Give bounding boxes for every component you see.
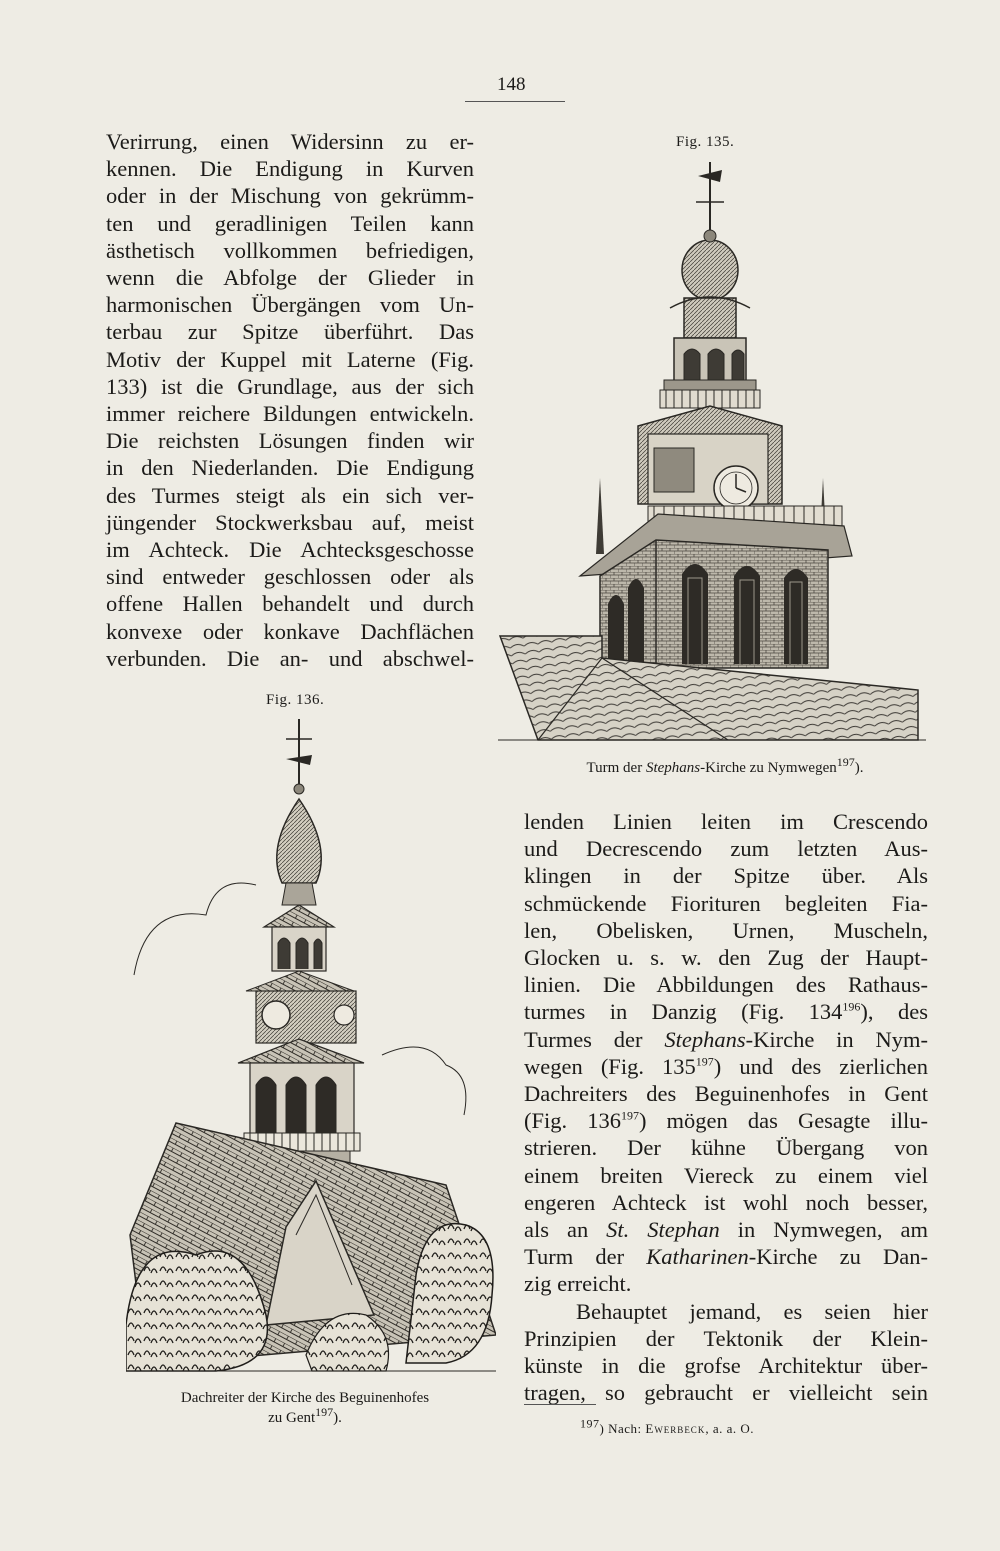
text-line: (Fig. $136^{197}$) mögen das Gesagte illu- bbox=[524, 1108, 928, 1134]
text-line: konvexe oder konkave Dachflächen bbox=[106, 618, 474, 644]
left-text-column bbox=[106, 128, 474, 672]
text-line: immer reichere Bildungen entwickeln. bbox=[106, 401, 474, 427]
text-line: Prinzipien der Tektonik der Klein- bbox=[524, 1325, 928, 1351]
text-line: kennen. Die Endigung in Kurven bbox=[106, 156, 474, 182]
text-line: len, Obelisken, Urnen, Muscheln, bbox=[524, 917, 928, 943]
text-line: 133) ist die Grundlage, aus der sich bbox=[106, 373, 474, 399]
text-line: schmückende Fiorituren begleiten Fia- bbox=[524, 890, 928, 916]
figure-caption-136 bbox=[120, 1388, 490, 1428]
text-line: und Decrescendo zum letzten Aus- bbox=[524, 836, 928, 862]
text-line: des Turmes steigt als ein sich ver- bbox=[106, 482, 474, 508]
text-line: in den Niederlanden. Die Endigung bbox=[106, 455, 474, 481]
text-line: verbunden. Die an- und abschwel- bbox=[106, 645, 474, 671]
text-line: Dachreiters des Beguinenhofes in Gent bbox=[524, 1081, 928, 1107]
text-line: Motiv der Kuppel mit Laterne (Fig. bbox=[106, 346, 474, 372]
text-line: offene Hallen behandelt und durch bbox=[106, 591, 474, 617]
text-line: engeren Achteck ist wohl noch besser, bbox=[524, 1189, 928, 1215]
text-line: ästhetisch vollkommen befriedigen, bbox=[106, 237, 474, 263]
text-line: Verirrung, einen Widersinn zu er- bbox=[106, 129, 474, 154]
text-line: wegen (Fig. $135^{197}$) und des zierlichen bbox=[524, 1053, 928, 1079]
text-line: jüngender Stockwerksbau auf, meist bbox=[106, 509, 474, 535]
footnote-rule bbox=[524, 1404, 596, 1405]
text-line: lenden Linien leiten im Crescendo bbox=[524, 809, 928, 834]
text-line: Glocken u. s. w. den Zug der Haupt- bbox=[524, 945, 928, 971]
text-line: terbau zur Spitze überführt. Das bbox=[106, 319, 474, 345]
text-line: oder in der Mischung von gekrümm- bbox=[106, 183, 474, 209]
text-line: linien. Die Abbildungen des Rathaus- bbox=[524, 972, 928, 998]
text-line: einem breiten Viereck zu einem viel bbox=[524, 1162, 928, 1188]
text-line: Behauptet jemand, es seien hier bbox=[576, 1298, 928, 1324]
caption-line: Dachreiter der Kirche des Beguinenhofes bbox=[180, 1390, 430, 1406]
footnote: $^{197}$) Nach: Ewerbeck, a. a. O. bbox=[580, 1416, 755, 1436]
text-line: ten und geradlinigen Teilen kann bbox=[106, 210, 474, 236]
figure-caption-135: Turm der Stephans-Kirche zu Nymwegen$^{197}$). bbox=[586, 755, 864, 776]
text-line: sind entweder geschlossen oder als bbox=[106, 564, 474, 590]
page-number: 148 bbox=[497, 74, 526, 95]
text-line: klingen in der Spitze über. Als bbox=[524, 863, 928, 889]
text-line: tragen, so gebraucht er vielleicht sein bbox=[524, 1380, 928, 1406]
text-line: Die reichsten Lösungen finden wir bbox=[106, 428, 474, 454]
text-line: harmonischen Übergängen vom Un- bbox=[106, 292, 474, 318]
text-line: strieren. Der kühne Übergang von bbox=[524, 1135, 928, 1161]
figure-label-135: Fig. 135. bbox=[676, 134, 735, 150]
tower-illustration-nymwegen bbox=[498, 158, 928, 750]
page-number-rule bbox=[465, 101, 565, 102]
text-line: zig erreicht. bbox=[524, 1271, 632, 1297]
text-line: als an St. Stephan in Nymwegen, am bbox=[524, 1217, 929, 1243]
text-line: im Achteck. Die Achtecksgeschosse bbox=[106, 537, 474, 563]
text-line: Turmes der Stephans-Kirche in Nym- bbox=[524, 1026, 928, 1052]
text-line: turmes in Danzig (Fig. $134^{196}$), des bbox=[524, 999, 928, 1025]
caption-line: zu Gent$^{197}$). bbox=[268, 1405, 342, 1426]
roof-turret-illustration-gent bbox=[126, 715, 496, 1377]
text-line: künste in die grofse Architektur über- bbox=[524, 1353, 928, 1379]
right-text-column bbox=[524, 808, 928, 1406]
text-line: Turm der Katharinen-Kirche zu Dan- bbox=[524, 1244, 928, 1270]
text-line: wenn die Abfolge der Glieder in bbox=[106, 265, 474, 291]
figure-label-136: Fig. 136. bbox=[266, 692, 325, 708]
